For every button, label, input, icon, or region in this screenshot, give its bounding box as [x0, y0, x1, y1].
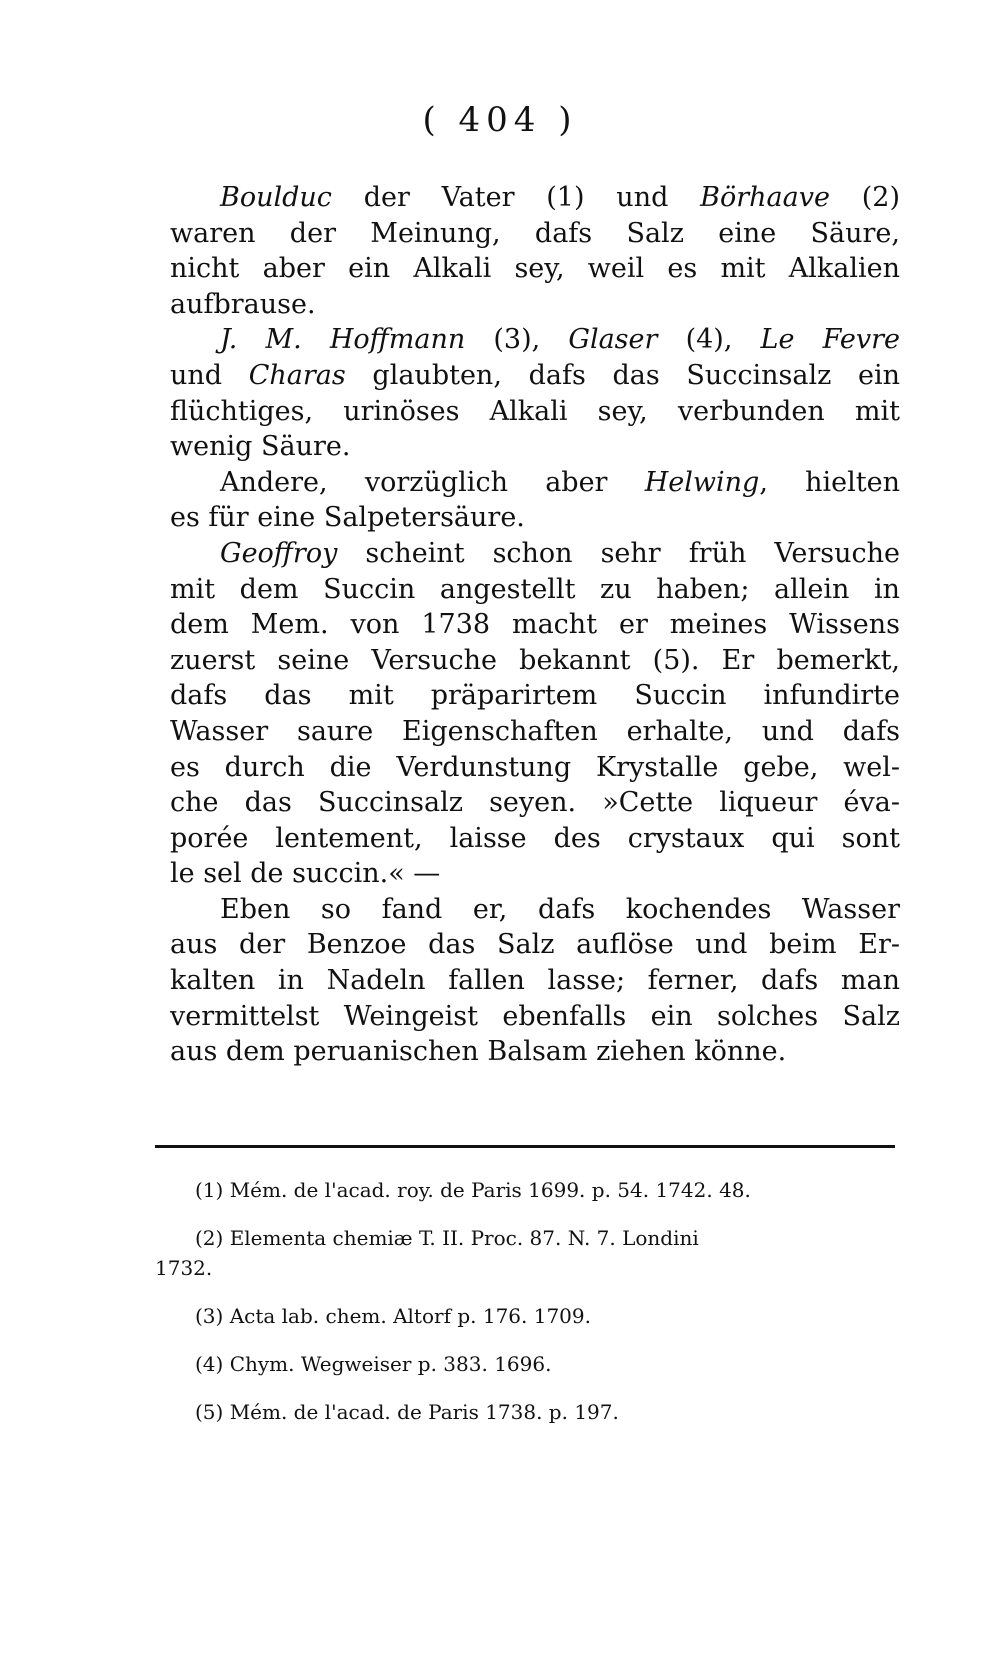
italic-name: Glaser — [568, 324, 658, 356]
italic-name: Le Fevre — [760, 324, 900, 356]
italic-name: Geoffroy — [220, 537, 338, 569]
text-line: mit dem Succin angestellt zu haben; allein in — [170, 573, 900, 605]
text-line: dafs das mit präparirtem Succin infundirte — [170, 680, 900, 712]
text-line: che das Succinsalz seyen. »Cette liqueur éva- — [170, 787, 900, 819]
text-line: le sel de succin.« — — [170, 858, 441, 890]
text-line: Wasser saure Eigenschaften erhalte, und dafs — [170, 715, 900, 747]
footnote — [155, 1301, 895, 1331]
text-line: Boulduc der Vater (1) und Börhaave (2) — [220, 182, 900, 213]
text-line: aufbrause. — [170, 288, 316, 320]
text-line: aus der Benzoe das Salz auflöse und beim Er- — [170, 929, 900, 961]
footnote — [155, 1397, 895, 1427]
text-line: es durch die Verdunstung Krystalle gebe, wel- — [170, 751, 900, 783]
footnote-continuation: 1732. — [155, 1256, 213, 1280]
footnote-text: (3) Acta lab. chem. Altorf p. 176. 1709. — [195, 1304, 591, 1328]
text-line: flüchtiges, urinöses Alkali sey, verbunden mit — [170, 395, 900, 427]
italic-name: Börhaave — [700, 182, 830, 213]
paragraph-5 — [170, 892, 900, 1070]
text-line: zuerst seine Versuche bekannt (5). Er bemerkt, — [170, 644, 900, 676]
footnote — [155, 1223, 895, 1283]
footnote-text: (2) Elementa chemiæ T. II. Proc. 87. N. 7. Londini — [195, 1226, 699, 1250]
paragraph-3 — [170, 465, 900, 536]
paragraph-2 — [170, 322, 900, 464]
footnotes — [155, 1175, 895, 1445]
italic-name: J. M. Hoffmann — [220, 324, 466, 356]
text-line: dem Mem. von 1738 macht er meines Wissens — [170, 609, 900, 641]
italic-name: Boulduc — [220, 182, 332, 213]
text-line: nicht aber ein Alkali sey, weil es mit Alkalien — [170, 253, 900, 285]
footnote-text: (4) Chym. Wegweiser p. 383. 1696. — [195, 1352, 552, 1376]
text-line: Geoffroy scheint schon sehr früh Versuche — [220, 537, 900, 569]
footnote — [155, 1175, 895, 1205]
page-number: ( 404 ) — [422, 100, 578, 140]
text-line: aus dem peruanischen Balsam ziehen könne. — [170, 1036, 787, 1068]
text-line: wenig Säure. — [170, 431, 351, 463]
footnote-text: (1) Mém. de l'acad. roy. de Paris 1699. p. 54. 1742. 48. — [195, 1178, 751, 1202]
italic-name: Helwing — [644, 466, 760, 498]
main-text — [170, 180, 900, 1070]
text-line: J. M. Hoffmann (3), Glaser (4), Le Fevre — [220, 324, 900, 356]
paragraph-1 — [170, 180, 900, 322]
paragraph-4 — [170, 536, 900, 892]
footnote-text: (5) Mém. de l'acad. de Paris 1738. p. 197. — [195, 1400, 619, 1424]
text-line: waren der Meinung, dafs Salz eine Säure, — [170, 217, 900, 249]
text-line: Eben so fand er, dafs kochendes Wasser — [220, 893, 900, 925]
text-line: und Charas glaubten, dafs das Succinsalz ein — [170, 359, 900, 391]
text-line: es für eine Salpetersäure. — [170, 502, 525, 534]
footnote — [155, 1349, 895, 1379]
text-line: vermittelst Weingeist ebenfalls ein solches Salz — [170, 1000, 900, 1032]
footnote-divider — [155, 1145, 895, 1148]
text-line: porée lentement, laisse des crystaux qui sont — [170, 822, 900, 854]
italic-name: Charas — [248, 359, 346, 391]
text-line: Andere, vorzüglich aber Helwing, hielten — [220, 466, 900, 498]
text-line: kalten in Nadeln fallen lasse; ferner, dafs man — [170, 965, 900, 997]
